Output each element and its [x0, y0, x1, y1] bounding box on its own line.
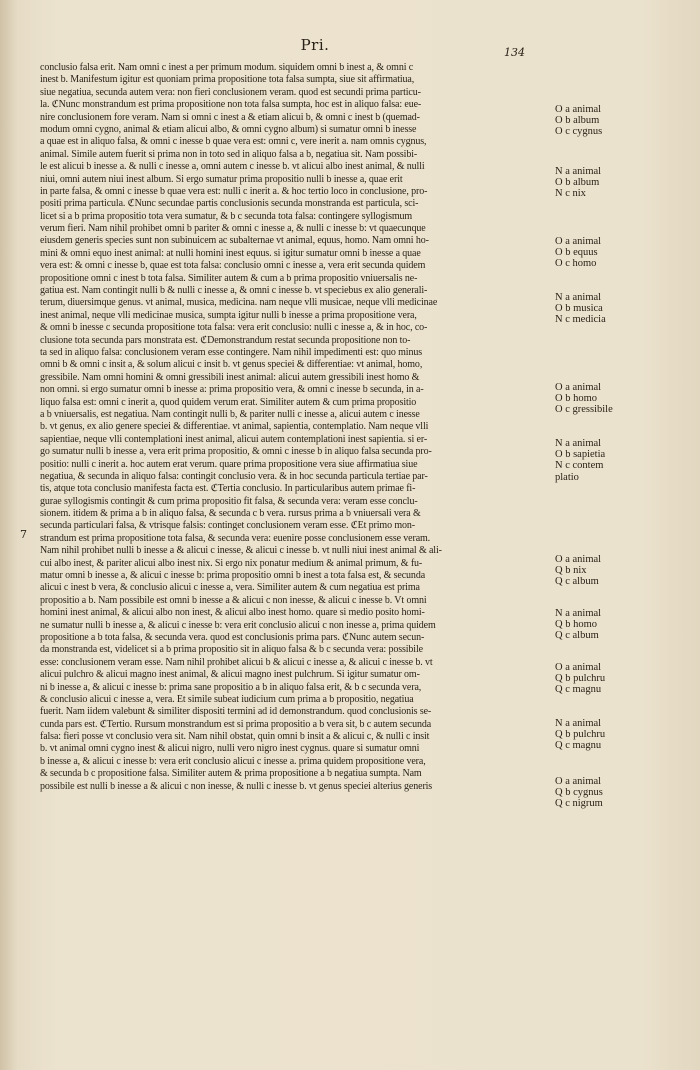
margin-note	[555, 382, 665, 416]
margin-note-line: Q c nigrum	[555, 798, 603, 810]
text-line: possibile est nulli b inesse a & alicui c non inesse, & nulli c inesse b. vt genus speciei alterius generis	[40, 780, 433, 792]
margin-note-line: O b album	[555, 177, 600, 189]
text-line: verum fieri. Nam nihil prohibet omni b pariter & omni c inesse a, & nulli c inesse b: vt quaecunque	[40, 223, 426, 235]
text-line: cunda pars est. ℭTertio. Rursum monstrandum est si prima propositio a b vera sit, b c autem secunda	[40, 718, 432, 730]
text-line: ne sumatur nulli b inesse a, & alicui c inesse b: vera erit conclusio alicui c non inesse a, prima quidem	[40, 619, 436, 631]
text-line: b. vt animal omni cygno inest & alicui nigro, nulli vero nigro inest cygnus. quare si sumatur omni	[40, 743, 420, 755]
text-line: le est alicui b inesse a. & nulli c inesse a, omni autem c inesse b. vt alicui albo inest animal, & nulli	[40, 161, 425, 173]
margin-note-line: Q c album	[555, 630, 599, 642]
margin-note	[555, 438, 665, 483]
text-line: vera est: & omni c inesse b, quae est tota falsa: conclusio omni c inesse a, vera erit secunda quidem	[40, 260, 426, 272]
margin-note-line: O b musica	[555, 303, 603, 315]
margin-note-line: O c cygnus	[555, 126, 603, 138]
margin-note	[555, 608, 665, 642]
text-line: clusione tota secunda pars monstrata est. ℭDemonstrandum restat secunda propositione non to-	[40, 334, 411, 346]
text-line: inest b. Manifestum igitur est quoniam prima propositione tota falsa sumpta, siue sit affirmatiua,	[40, 74, 415, 86]
text-line: non omni. si ergo sumatur omni b inesse a: prima propositio vera, & omni c inesse b secunda, in a-	[40, 384, 424, 396]
text-line: tis, atque tota conclusio manifesta facta est. ℭTertia conclusio. In particularibus autem primae fi-	[40, 483, 416, 495]
margin-note-line: O b sapietia	[555, 449, 606, 461]
margin-note-line: O a animal	[555, 662, 602, 673]
margin-note	[555, 166, 665, 200]
margin-note	[555, 292, 665, 326]
margin-note-line: Q c magnu	[555, 684, 602, 696]
margin-note-line: O a animal	[555, 382, 602, 393]
text-line: ni b inesse a, & alicui c inesse b: prima sane propositio a b in aliquo falsa erit, & b c secunda vera,	[40, 681, 422, 693]
text-line: nire conclusionem fore veram. Nam si omni c inest a & etiam alicui b, & omni c inest b (quemad-	[40, 111, 420, 123]
margin-note-line: N c contem	[555, 460, 604, 472]
text-line: da monstranda est, videlicet si a b prima propositio sit in aliquo falsa & b c secunda vera: possibile	[40, 644, 423, 656]
text-line: falsa: fieri posse vt conclusio vera sit. Nam nihil obstat, quin omni b insit a & alicui c, & nulli c insit	[40, 731, 430, 743]
text-line: propositione omni c inest b tota falsa. Similiter autem & cum a b prima propositio vniuersalis ne-	[40, 272, 418, 284]
text-line: gurae syllogismis contingit & cum prima propositio fit falsa, & secunda vera: veram esse conclu-	[40, 495, 418, 507]
text-line: a b vniuersalis, est negatiua. Nam contingit nulli b, & pariter nulli c inesse a, alicui autem c inesse	[40, 408, 420, 420]
text-line: go sumatur nulli b inesse a, vera erit prima propositio, & omni c inesse b in aliquo falsa secunda pro-	[40, 446, 432, 458]
text-line: mini & omni equo inest animal: at nulli homini inest equus. si igitur sumatur omni b inesse a quae	[40, 247, 421, 259]
margin-note-line: O a animal	[555, 554, 602, 565]
line-marker: 7	[20, 528, 27, 541]
margin-note-line: Q c album	[555, 576, 599, 588]
main-text-column	[40, 62, 548, 793]
text-line: matur omni b inesse a, & alicui c inesse b: prima propositio omni b inest a tota falsa est, & secunda	[40, 570, 426, 582]
margin-note-line: O c homo	[555, 258, 597, 270]
text-line: modum omni cygno, animal & etiam alicui albo, & omni cygno album) si sumatur omni b inesse	[40, 123, 417, 135]
margin-note	[555, 662, 665, 696]
text-line: eiusdem generis species sunt non subinuicem ac subalternae vt animal, equus, homo. Nam omni ho-	[40, 235, 429, 247]
text-line: gressibile. Nam omni homini & omni gressibili inest animal: alicui autem gressibili inest homo &	[40, 371, 420, 383]
text-line: positi prima particula. ℭNunc secundae partis conclusionis secunda monstranda est particula, sci-	[40, 198, 419, 210]
text-line: alicui c inest b vera, & conclusio alicui c inesse a, vera. Similiter autem & cum negatiua est prima	[40, 582, 420, 594]
text-line: negatiua, & secunda in aliquo falsa: contingit conclusio vera. & in hoc secunda particula tertiae par-	[40, 470, 428, 482]
margin-note-line: O c gressibile	[555, 404, 613, 416]
margin-note-line: N a animal	[555, 608, 602, 619]
margin-note-line: N c nix	[555, 188, 586, 200]
text-line: in parte falsa, & omni c inesse b quae vera est: nulli c inerit a. & hoc tertio loco in conclusione, pro-	[40, 185, 428, 197]
text-line: conclusio falsa erit. Nam omni c inest a per primum modum. siquidem omni b inest a, & omni c	[40, 62, 414, 73]
margin-note-line: O b album	[555, 115, 600, 127]
text-line: propositione a b tota falsa, & secunda vera. quod est conclusionis prima pars. ℭNunc autem secun-	[40, 631, 425, 643]
text-line: a quae est in aliquo falsa, & omni c inesse b quae vera est: omni c, vere inerit a. nam omnis cygnus,	[40, 136, 427, 148]
text-line: b inesse a, & alicui c inesse b: vera erit conclusio alicui c inesse a. prima quidem propositione vera,	[40, 755, 426, 767]
text-line: Nam nihil prohibet nulli b inesse a & alicui c inesse, & alicui c inesse b. vt nulli niui inest animal & ali-	[40, 545, 442, 557]
text-line: positio: nulli c inerit a. hoc autem erat verum. quare prima propositione vera siue affirmatiua siue	[40, 458, 418, 470]
text-line: liquo falsa est: omni c inerit a, quod quidem verum erat. Similiter autem & cum prima propositio	[40, 396, 417, 408]
margin-note-line: N a animal	[555, 718, 602, 729]
text-line: sionem. itidem & prima a b in aliquo falsa, & secunda c b vera. rursus prima a b vniuersali vera &	[40, 508, 421, 520]
margin-note	[555, 718, 665, 752]
text-line: animal. Simile autem fuerit si prima non in toto sed in aliquo falsa a b, negatiua sit. Nam possibi-	[40, 148, 418, 160]
running-head: Pri.	[300, 36, 330, 54]
text-line: gatiua est. Nam contingit nulli b & nulli c inesse a, & omni c inesse b. vt speciebus ex alio generali-	[40, 285, 428, 297]
text-line: niui, omni autem niui inest album. Si ergo sumatur prima propositio nulli b inesse a, quae erit	[40, 173, 403, 185]
text-line: terum, diuersimque genus. vt animal, musica, medicina. nam neque vlli musicae, neque vlli medicinae	[40, 297, 438, 309]
margin-note-line: O b homo	[555, 393, 597, 405]
margin-note-line: N a animal	[555, 292, 602, 303]
margin-note-line: Q b homo	[555, 619, 597, 631]
text-line: secunda particulari falsa, & vtrisque falsis: continget conclusionem veram esse. ℭEt primo mon-	[40, 520, 415, 532]
margin-note-line: platio	[555, 471, 579, 483]
margin-note-line: N a animal	[555, 166, 602, 177]
text-line: alicui pulchro & alicui magno inest animal, & alicui magno inest pulchrum. Si igitur sumatur om-	[40, 669, 420, 681]
margin-note-line: O a animal	[555, 776, 602, 787]
margin-note-line: N a animal	[555, 438, 602, 449]
text-line: strandum est prima propositione tota falsa, & secunda vera: euenire posse conclusionem esse veram.	[40, 532, 431, 544]
text-line: ta sed in aliquo falsa: conclusionem veram esse contingere. Nam nihil impedimenti est: quo minus	[40, 346, 423, 358]
text-line: sapientiae, neque vlli contemplationi inest animal, alicui autem contemplationi inest sapientia. si er-	[40, 433, 428, 445]
folio-number: 134	[504, 46, 525, 59]
margin-note	[555, 236, 665, 270]
text-line: cui albo inest, & pariter alicui albo inest nix. Si ergo nix ponatur medium & animal primum, & fu-	[40, 557, 423, 569]
text-line: siue negatiua, secunda autem vera: non fieri conclusionem veram. quod est secundi prima particu-	[40, 86, 421, 98]
margin-note-line: N c medicia	[555, 314, 606, 326]
text-line: licet si a b prima propositio tota vera sumatur, & b c secunda tota falsa: contingere syllogismum	[40, 210, 413, 222]
text-line: omni b & omni c insit a, & solum alicui c insit b. vt genus speciei & differentiae: vt animal, homo,	[40, 359, 423, 371]
text-line: & conclusio alicui c inesse a, vera. Et simile subeat iudicium cum prima a b propositio, negatiua	[40, 693, 414, 705]
text-line: homini inest animal, & alicui albo non inest, & alicui albo inest homo. quare si medio posito homi-	[40, 607, 425, 619]
margin-note-line: Q b pulchru	[555, 673, 606, 685]
margin-note-line: Q c magnu	[555, 740, 602, 752]
text-line: & omni b inesse c secunda propositione tota falsa: vera erit conclusio: nulli c inesse a, & in hoc, co-	[40, 322, 428, 334]
text-line: propositio a b. Nam possibile est omni b inesse a & alicui c non inesse, & alicui c inesse b. Vt omni	[40, 594, 427, 606]
margin-note	[555, 554, 665, 588]
text-line: la. ℭNunc monstrandum est prima propositione non tota falsa sumpta, hoc est in aliquo falsa: eue-	[40, 99, 422, 111]
text-line: inest animal, neque vlli medicinae musica, sumpta igitur nulli b inesse a prima propositione vera,	[40, 309, 417, 321]
margin-note-line: O a animal	[555, 104, 602, 115]
text-line: b. vt genus, ex alio genere speciei & differentiae. vt animal, sapientia, contemplatio. Nam neque vlli	[40, 421, 429, 433]
margin-note-line: Q b cygnus	[555, 787, 603, 799]
margin-note-line: Q b pulchru	[555, 729, 606, 741]
margin-note-line: O a animal	[555, 236, 602, 247]
text-line: & secunda b c propositione falsa. Similiter autem & prima propositione a b negatiua sumpta. Nam	[40, 768, 422, 780]
margin-note-line: Q b nix	[555, 565, 587, 577]
margin-note-line: O b equus	[555, 247, 598, 259]
text-line: esse: conclusionem veram esse. Nam nihil prohibet alicui b & alicui c inesse a, & alicui c inesse b. vt	[40, 656, 433, 668]
margin-note	[555, 776, 665, 810]
margin-note	[555, 104, 665, 138]
text-line: fuerit. Nam iidem valebunt & similiter dispositi termini ad id demonstrandum. quod conclusionis se-	[40, 706, 432, 718]
